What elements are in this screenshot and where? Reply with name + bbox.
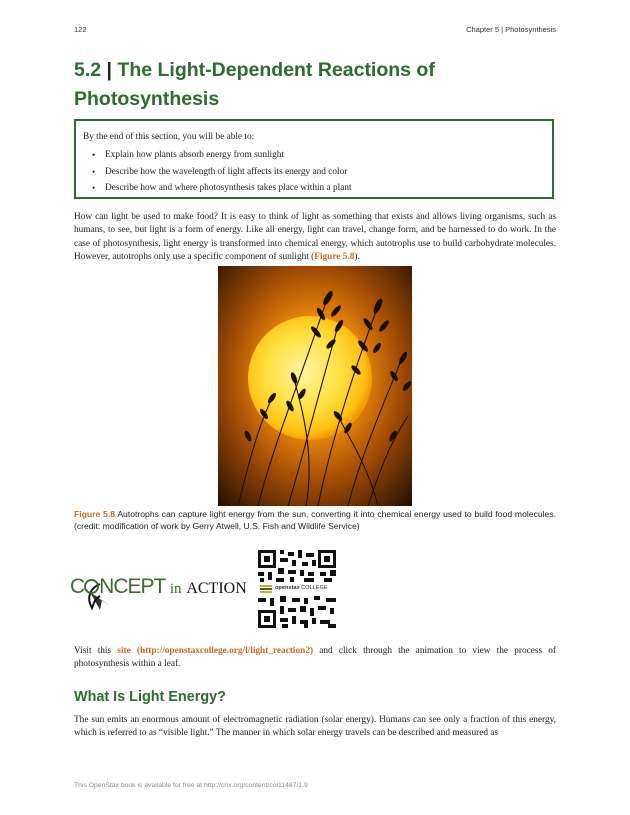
intro-paragraph [74, 211, 556, 265]
qr-brand-band [258, 583, 336, 595]
logo-c: C [70, 575, 85, 598]
section-separator: | [106, 59, 112, 81]
qr-brand-text [275, 585, 328, 591]
concept-in-action-logo [70, 562, 247, 614]
logo-o-ring [84, 579, 99, 594]
logo-in: in [169, 581, 182, 597]
concept-text-after: and click through the animation to view the process of photosynthesis within a leaf. [74, 646, 556, 670]
page-footer: This OpenStax book is available for free at http://cnx.org/content/col11487/1.9 [74, 782, 308, 789]
logo-ncept: NCEPT [99, 575, 165, 598]
figure-5-8-photo [218, 266, 412, 506]
chapter-label: Chapter 5 | Photosynthesis [466, 25, 556, 34]
qr-code[interactable] [258, 550, 336, 628]
objective-item: • Describe how and where photosynthesis takes place within a plant [83, 180, 552, 197]
page-number: 122 [74, 25, 87, 34]
figure-label: Figure 5.8 [74, 509, 115, 519]
learning-objectives-box [74, 119, 554, 199]
intro-text: How can light be used to make food? It is easy to think of light as something that exists and allows living organisms, such as humans, to see, but light is a form of energy. Like all energy, light can travel, change form, and be harnessed to do work. In the case of photosynthesis, light energy is transformed into chemical energy, which autotrophs use to build carbohydrate molecules. However, autotrophs only use a specific component of sunlight ( [74, 212, 556, 263]
figure-caption-text: Autotrophs can capture light energy from the sun, converting it into chemical energy used to build food molecules. (credit: modification of work by Gerry Atwell, U.S. Fish and Wildlife Service) [74, 509, 557, 532]
objectives-list [83, 147, 552, 197]
objectives-intro: By the end of this section, you will be able to: [83, 132, 255, 142]
objective-item: • Explain how plants absorb energy from sunlight [83, 147, 552, 164]
concept-text-before: Visit this [74, 646, 118, 656]
figure-caption [74, 508, 556, 533]
subsection-title: What Is Light Energy? [74, 689, 226, 705]
figure-reference-link[interactable]: Figure 5.8 [314, 252, 355, 263]
concept-logo-text [70, 575, 247, 599]
openstax-logo-icon [260, 585, 272, 593]
light-energy-paragraph: The sun emits an enormous amount of electromagnetic radiation (solar energy). Humans can see only a fraction of this energy, which is referred to as “visible light.” The manner in which solar energy travels can be described and measured as [74, 715, 556, 739]
sunset-grass-image [218, 266, 412, 506]
section-number: 5.2 [74, 59, 102, 81]
qr-brand-bold: openstax [275, 585, 300, 591]
animation-site-link[interactable]: site (http://openstaxcollege.org/l/light_reaction2) [117, 646, 314, 656]
running-head [74, 25, 556, 37]
section-title-text: The Light-Dependent Reactions of Photosynthesis [74, 59, 435, 110]
objective-item: • Describe how the wavelength of light affects its energy and color [83, 164, 552, 181]
section-title [74, 56, 556, 114]
intro-end: ). [354, 252, 360, 263]
qr-brand-rest: COLLEGE [301, 585, 328, 591]
concept-paragraph [74, 645, 556, 672]
logo-action: ACTION [186, 580, 247, 597]
